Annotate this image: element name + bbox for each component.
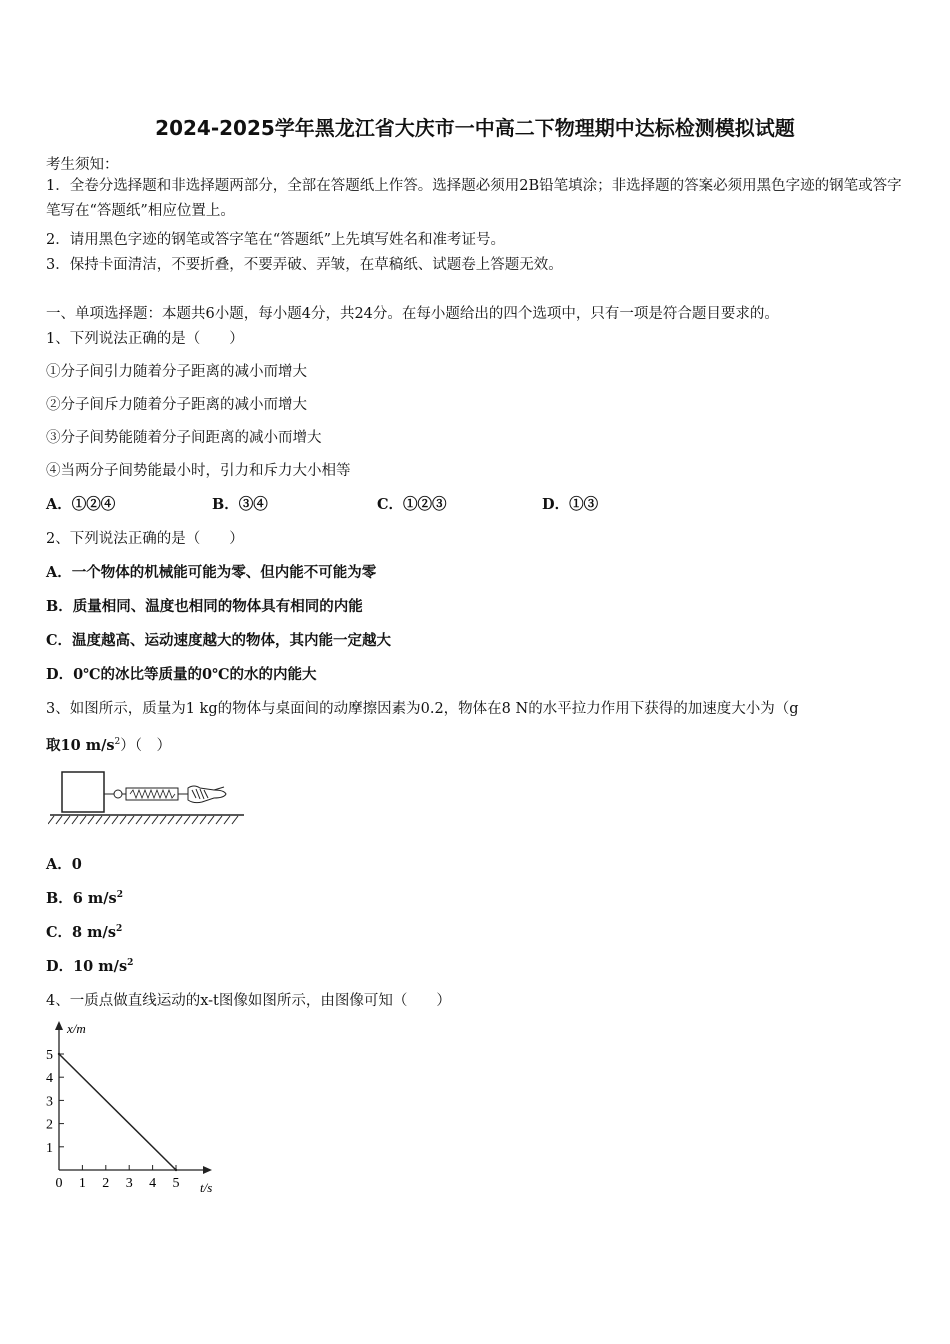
x-tick-label: 1: [78, 1176, 86, 1191]
q3-option-b: B．6 $m/s^2$: [46, 890, 123, 907]
hook-ring: [114, 790, 122, 798]
section-heading: 一、单项选择题：本题共6小题，每小题4分，共24分。在每小题给出的四个选项中，只有一项是符合题目要求的。: [46, 306, 779, 322]
q1-option-d: D．①③: [542, 496, 599, 513]
q3-option-a: A．0: [46, 856, 82, 873]
q2-option-b: B．质量相同、温度也相同的物体具有相同的内能: [46, 598, 363, 615]
y-tick-label: 3: [46, 1094, 53, 1110]
q3-stem-gvalue: 取10 m/s: [46, 737, 115, 754]
x-tick-label: 5: [172, 1176, 180, 1191]
x-tick-label: 0: [55, 1176, 63, 1191]
q1-statement-1: ①分子间引力随着分子距离的减小而增大: [46, 364, 307, 380]
q1-option-a: A．①②④: [46, 496, 116, 513]
y-axis-label: x/m: [67, 1021, 86, 1036]
x-tick-label: 2: [102, 1176, 110, 1191]
x-axis-arrow: [203, 1166, 212, 1174]
y-tick-label: 2: [46, 1117, 53, 1133]
q2-stem: 2、下列说法正确的是（ ）: [46, 531, 244, 547]
q2-option-a: A．一个物体的机械能可能为零、但内能不可能为零: [46, 564, 377, 581]
notice-item-1: 1．全卷分选择题和非选择题两部分，全部在答题纸上作答。选择题必须用2B铅笔填涂；非选择题的答案必须用黑色字迹的钢笔或答字笔写在“答题纸”相应位置上。: [46, 178, 902, 219]
q3-stem-line2: [46, 734, 171, 755]
q1-stem: 1、下列说法正确的是（ ）: [46, 331, 244, 347]
q1-statement-4: ④当两分子间势能最小时，引力和斥力大小相等: [46, 463, 351, 479]
y-axis-arrow: [55, 1021, 63, 1030]
series-line: [59, 1054, 176, 1170]
ground-hatching: [48, 816, 238, 824]
q1-option-b: B．③④: [212, 496, 268, 513]
page-title: 2024-2025学年黑龙江省大庆市一中高二下物理期中达标检测模拟试题: [155, 116, 795, 140]
q4-stem: 4、一质点做直线运动的x-t图像如图所示，由图像可知（ ）: [46, 993, 451, 1009]
block: [62, 772, 104, 812]
q4-xt-chart: [40, 1016, 230, 1201]
q3-option-c: C．8 $m/s^2$: [46, 924, 123, 941]
q3-stem-line1: 3、如图所示，质量为1 kg的物体与桌面间的动摩擦因素为0.2，物体在8 N的水平拉力作用下获得的加速度大小为（g: [46, 701, 799, 717]
notice-item-3: 3．保持卡面清洁，不要折叠，不要弄破、弄皱，在草稿纸、试题卷上答题无效。: [46, 257, 563, 273]
notice-heading: 考生须知：: [46, 157, 119, 173]
y-tick-label: 1: [46, 1140, 53, 1156]
notice-item-2: 2．请用黑色字迹的钢笔或答字笔在“答题纸”上先填写姓名和准考证号。: [46, 232, 506, 248]
y-tick-label: 5: [46, 1048, 53, 1063]
q3-stem-paren: ）（ ）: [120, 738, 172, 754]
q3-block-spring-figure: [48, 768, 248, 828]
data-point: [58, 1053, 60, 1055]
y-tick-label: 4: [46, 1071, 53, 1087]
q1-statement-2: ②分子间斥力随着分子距离的减小而增大: [46, 397, 307, 413]
spring-coil: [130, 790, 175, 798]
hand-icon: [188, 786, 226, 803]
x-axis-label: t/s: [200, 1180, 213, 1195]
x-tick-label: 4: [149, 1176, 157, 1191]
q1-option-c: C．①②③: [377, 496, 447, 513]
q1-statement-3: ③分子间势能随着分子间距离的减小而增大: [46, 430, 322, 446]
x-tick-label: 3: [125, 1176, 133, 1191]
q2-option-d: D．0℃的冰比等质量的0℃的水的内能大: [46, 666, 317, 683]
data-point: [175, 1169, 177, 1171]
q3-stem-sup: 2: [114, 737, 121, 748]
q2-option-c: C．温度越高、运动速度越大的物体，其内能一定越大: [46, 632, 392, 649]
q3-option-d: D．10 $m/s^2$: [46, 958, 134, 975]
